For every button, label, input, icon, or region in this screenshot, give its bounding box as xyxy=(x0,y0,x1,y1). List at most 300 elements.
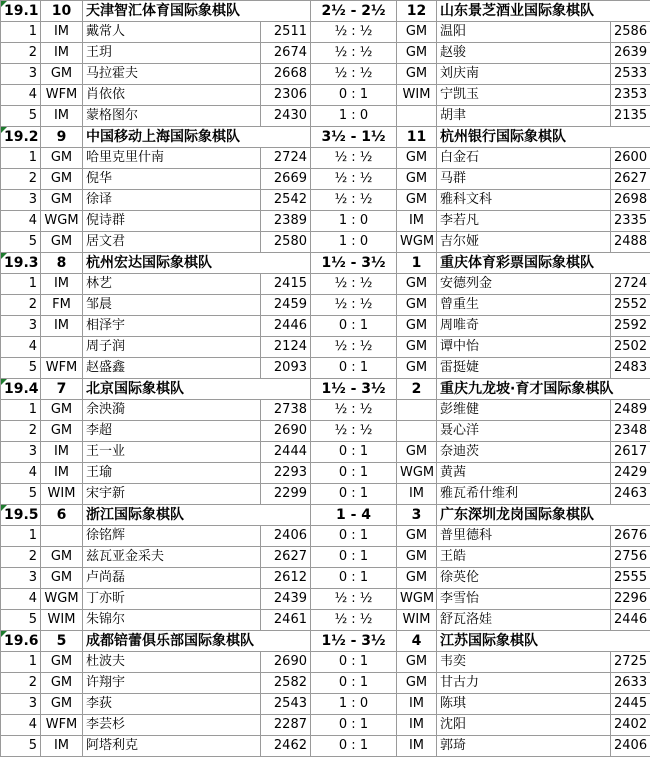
away-player-rating: 2348 xyxy=(611,421,650,442)
away-player-name: 彭维健 xyxy=(437,400,611,421)
home-player-rating: 2511 xyxy=(261,22,311,43)
away-player-name: 赵骏 xyxy=(437,43,611,64)
home-player-title: WFM xyxy=(41,715,83,736)
away-player-name: 白金石 xyxy=(437,148,611,169)
home-player-title: GM xyxy=(41,64,83,85)
home-team-name: 杭州宏达国际象棋队 xyxy=(83,253,311,274)
away-player-title: GM xyxy=(397,190,437,211)
home-player-title: IM xyxy=(41,442,83,463)
home-player-name: 肖依依 xyxy=(83,85,261,106)
away-player-title: WGM xyxy=(397,232,437,253)
board-number: 5 xyxy=(1,484,41,505)
match-score: 1 - 4 xyxy=(311,505,397,526)
home-player-rating: 2582 xyxy=(261,673,311,694)
away-player-title: IM xyxy=(397,694,437,715)
away-player-title: GM xyxy=(397,526,437,547)
away-player-rating: 2483 xyxy=(611,358,650,379)
board-row xyxy=(1,526,650,547)
home-player-name: 相泽宇 xyxy=(83,316,261,337)
home-player-name: 徐译 xyxy=(83,190,261,211)
game-result: ½ : ½ xyxy=(311,400,397,421)
game-result: 0 : 1 xyxy=(311,358,397,379)
board-number: 1 xyxy=(1,526,41,547)
home-player-title: GM xyxy=(41,148,83,169)
away-team-name: 重庆九龙坡·育才国际象棋队 xyxy=(437,379,650,400)
board-row xyxy=(1,190,650,211)
home-player-title: IM xyxy=(41,274,83,295)
away-player-title: IM xyxy=(397,715,437,736)
board-number: 1 xyxy=(1,400,41,421)
board-number: 3 xyxy=(1,316,41,337)
away-player-title: GM xyxy=(397,316,437,337)
away-team-name: 重庆体育彩票国际象棋队 xyxy=(437,253,650,274)
home-player-name: 王瑜 xyxy=(83,463,261,484)
board-row xyxy=(1,22,650,43)
away-team-name: 江苏国际象棋队 xyxy=(437,631,650,652)
away-player-name: 徐英伦 xyxy=(437,568,611,589)
home-player-name: 倪诗群 xyxy=(83,211,261,232)
board-number: 1 xyxy=(1,652,41,673)
away-player-name: 沈阳 xyxy=(437,715,611,736)
round-number: 19.3 xyxy=(1,253,41,274)
away-player-title: WIM xyxy=(397,610,437,631)
away-player-rating: 2429 xyxy=(611,463,650,484)
home-player-rating: 2415 xyxy=(261,274,311,295)
home-player-title: WGM xyxy=(41,589,83,610)
home-player-rating: 2724 xyxy=(261,148,311,169)
board-row xyxy=(1,694,650,715)
away-player-title: GM xyxy=(397,568,437,589)
away-player-title: IM xyxy=(397,211,437,232)
board-row xyxy=(1,64,650,85)
board-number: 2 xyxy=(1,421,41,442)
game-result: 0 : 1 xyxy=(311,715,397,736)
away-player-name: 黄茜 xyxy=(437,463,611,484)
match-header-row xyxy=(1,505,650,526)
away-player-rating: 2446 xyxy=(611,610,650,631)
board-row xyxy=(1,148,650,169)
away-player-title: WIM xyxy=(397,85,437,106)
game-result: 0 : 1 xyxy=(311,568,397,589)
home-player-rating: 2690 xyxy=(261,652,311,673)
home-player-title: WIM xyxy=(41,484,83,505)
board-number: 4 xyxy=(1,85,41,106)
board-row xyxy=(1,673,650,694)
game-result: ½ : ½ xyxy=(311,148,397,169)
home-team-name: 北京国际象棋队 xyxy=(83,379,311,400)
home-player-name: 李荻 xyxy=(83,694,261,715)
away-player-rating: 2600 xyxy=(611,148,650,169)
away-player-name: 陈琪 xyxy=(437,694,611,715)
game-result: 0 : 1 xyxy=(311,85,397,106)
away-player-rating: 2676 xyxy=(611,526,650,547)
away-player-name: 雅瓦希什维利 xyxy=(437,484,611,505)
board-number: 1 xyxy=(1,148,41,169)
away-player-title: GM xyxy=(397,148,437,169)
board-row xyxy=(1,169,650,190)
board-row xyxy=(1,736,650,757)
away-player-rating: 2296 xyxy=(611,589,650,610)
home-player-name: 王一业 xyxy=(83,442,261,463)
match-score: 1½ - 3½ xyxy=(311,631,397,652)
game-result: 0 : 1 xyxy=(311,673,397,694)
away-player-title xyxy=(397,421,437,442)
home-player-rating: 2461 xyxy=(261,610,311,631)
home-player-name: 林艺 xyxy=(83,274,261,295)
board-number: 4 xyxy=(1,589,41,610)
match-score: 1½ - 3½ xyxy=(311,253,397,274)
away-player-name: 胡聿 xyxy=(437,106,611,127)
game-result: 0 : 1 xyxy=(311,526,397,547)
away-player-rating: 2445 xyxy=(611,694,650,715)
away-player-rating: 2533 xyxy=(611,64,650,85)
away-player-rating: 2555 xyxy=(611,568,650,589)
board-row xyxy=(1,610,650,631)
away-player-rating: 2633 xyxy=(611,673,650,694)
game-result: ½ : ½ xyxy=(311,43,397,64)
board-number: 3 xyxy=(1,568,41,589)
home-player-rating: 2612 xyxy=(261,568,311,589)
board-number: 4 xyxy=(1,337,41,358)
board-number: 5 xyxy=(1,610,41,631)
match-header-row xyxy=(1,379,650,400)
home-player-rating: 2406 xyxy=(261,526,311,547)
home-player-rating: 2668 xyxy=(261,64,311,85)
home-player-rating: 2669 xyxy=(261,169,311,190)
match-header-row xyxy=(1,127,650,148)
away-team-name: 山东景芝酒业国际象棋队 xyxy=(437,1,650,22)
board-row xyxy=(1,337,650,358)
match-header-row xyxy=(1,1,650,22)
home-team-number: 9 xyxy=(41,127,83,148)
match-score: 2½ - 2½ xyxy=(311,1,397,22)
game-result: ½ : ½ xyxy=(311,295,397,316)
home-player-title: GM xyxy=(41,568,83,589)
board-row xyxy=(1,43,650,64)
away-player-title: GM xyxy=(397,274,437,295)
away-player-rating: 2353 xyxy=(611,85,650,106)
board-number: 3 xyxy=(1,442,41,463)
away-player-rating: 2639 xyxy=(611,43,650,64)
results-body xyxy=(1,1,650,757)
game-result: ½ : ½ xyxy=(311,589,397,610)
away-player-name: 舒瓦洛娃 xyxy=(437,610,611,631)
round-number: 19.2 xyxy=(1,127,41,148)
game-result: ½ : ½ xyxy=(311,274,397,295)
home-player-title: GM xyxy=(41,190,83,211)
game-result: 0 : 1 xyxy=(311,547,397,568)
game-result: 0 : 1 xyxy=(311,463,397,484)
board-row xyxy=(1,715,650,736)
away-player-title: GM xyxy=(397,295,437,316)
home-player-name: 杜波夫 xyxy=(83,652,261,673)
home-player-title: WFM xyxy=(41,85,83,106)
away-player-rating: 2402 xyxy=(611,715,650,736)
board-row xyxy=(1,652,650,673)
board-row xyxy=(1,295,650,316)
away-player-name: 安德列金 xyxy=(437,274,611,295)
match-score: 3½ - 1½ xyxy=(311,127,397,148)
home-player-rating: 2462 xyxy=(261,736,311,757)
home-player-rating: 2627 xyxy=(261,547,311,568)
home-player-name: 哈里克里什南 xyxy=(83,148,261,169)
home-player-rating: 2459 xyxy=(261,295,311,316)
game-result: 0 : 1 xyxy=(311,442,397,463)
away-player-title: WGM xyxy=(397,589,437,610)
away-player-name: 雷挺婕 xyxy=(437,358,611,379)
home-player-name: 王玥 xyxy=(83,43,261,64)
round-number: 19.6 xyxy=(1,631,41,652)
home-player-name: 卢尚磊 xyxy=(83,568,261,589)
away-player-title: GM xyxy=(397,169,437,190)
away-player-title: GM xyxy=(397,22,437,43)
home-team-number: 5 xyxy=(41,631,83,652)
away-player-name: 周唯奇 xyxy=(437,316,611,337)
away-player-name: 聂心洋 xyxy=(437,421,611,442)
board-number: 3 xyxy=(1,694,41,715)
round-number: 19.1 xyxy=(1,1,41,22)
away-team-number: 3 xyxy=(397,505,437,526)
board-number: 2 xyxy=(1,673,41,694)
board-number: 5 xyxy=(1,736,41,757)
home-player-title xyxy=(41,526,83,547)
game-result: 1 : 0 xyxy=(311,106,397,127)
home-player-title: WIM xyxy=(41,610,83,631)
home-player-rating: 2580 xyxy=(261,232,311,253)
board-row xyxy=(1,358,650,379)
match-header-row xyxy=(1,631,650,652)
away-player-rating: 2617 xyxy=(611,442,650,463)
away-player-name: 雅科文科 xyxy=(437,190,611,211)
round-number: 19.5 xyxy=(1,505,41,526)
board-number: 4 xyxy=(1,463,41,484)
board-row xyxy=(1,400,650,421)
board-number: 2 xyxy=(1,547,41,568)
home-player-rating: 2446 xyxy=(261,316,311,337)
game-result: 0 : 1 xyxy=(311,484,397,505)
away-player-title: IM xyxy=(397,736,437,757)
away-player-rating: 2724 xyxy=(611,274,650,295)
game-result: 1 : 0 xyxy=(311,232,397,253)
away-player-name: 李若凡 xyxy=(437,211,611,232)
home-player-name: 倪华 xyxy=(83,169,261,190)
home-player-title: GM xyxy=(41,673,83,694)
home-player-title: FM xyxy=(41,295,83,316)
home-player-name: 蒙格图尔 xyxy=(83,106,261,127)
away-player-name: 韦奕 xyxy=(437,652,611,673)
home-player-rating: 2738 xyxy=(261,400,311,421)
away-player-title: GM xyxy=(397,43,437,64)
home-player-name: 徐铭辉 xyxy=(83,526,261,547)
home-player-title: IM xyxy=(41,43,83,64)
away-player-name: 奈迪茨 xyxy=(437,442,611,463)
game-result: 0 : 1 xyxy=(311,736,397,757)
home-player-name: 宋宇新 xyxy=(83,484,261,505)
home-player-title: GM xyxy=(41,169,83,190)
away-player-rating: 2463 xyxy=(611,484,650,505)
board-row xyxy=(1,211,650,232)
home-player-title xyxy=(41,337,83,358)
match-score: 1½ - 3½ xyxy=(311,379,397,400)
away-player-title: GM xyxy=(397,547,437,568)
game-result: ½ : ½ xyxy=(311,421,397,442)
home-team-number: 8 xyxy=(41,253,83,274)
away-player-rating: 2756 xyxy=(611,547,650,568)
home-player-rating: 2439 xyxy=(261,589,311,610)
away-team-name: 广东深圳龙岗国际象棋队 xyxy=(437,505,650,526)
home-player-name: 李超 xyxy=(83,421,261,442)
game-result: ½ : ½ xyxy=(311,22,397,43)
board-row xyxy=(1,547,650,568)
board-row xyxy=(1,568,650,589)
game-result: ½ : ½ xyxy=(311,190,397,211)
round-number: 19.4 xyxy=(1,379,41,400)
board-number: 3 xyxy=(1,190,41,211)
home-player-name: 丁亦昕 xyxy=(83,589,261,610)
away-team-number: 12 xyxy=(397,1,437,22)
away-player-rating: 2489 xyxy=(611,400,650,421)
home-player-title: GM xyxy=(41,547,83,568)
home-player-name: 朱锦尔 xyxy=(83,610,261,631)
away-player-name: 普里德科 xyxy=(437,526,611,547)
away-player-title: GM xyxy=(397,652,437,673)
game-result: 1 : 0 xyxy=(311,211,397,232)
home-player-rating: 2093 xyxy=(261,358,311,379)
board-row xyxy=(1,232,650,253)
game-result: 0 : 1 xyxy=(311,316,397,337)
board-number: 1 xyxy=(1,22,41,43)
away-player-title xyxy=(397,106,437,127)
board-number: 4 xyxy=(1,715,41,736)
board-row xyxy=(1,85,650,106)
board-number: 2 xyxy=(1,43,41,64)
board-number: 2 xyxy=(1,295,41,316)
board-row xyxy=(1,463,650,484)
away-player-name: 王皓 xyxy=(437,547,611,568)
away-team-number: 1 xyxy=(397,253,437,274)
home-team-name: 浙江国际象棋队 xyxy=(83,505,311,526)
board-row xyxy=(1,106,650,127)
away-player-name: 甘古力 xyxy=(437,673,611,694)
board-number: 2 xyxy=(1,169,41,190)
home-player-rating: 2306 xyxy=(261,85,311,106)
home-player-title: IM xyxy=(41,316,83,337)
home-player-title: GM xyxy=(41,232,83,253)
away-player-name: 刘庆南 xyxy=(437,64,611,85)
board-number: 5 xyxy=(1,358,41,379)
away-player-rating: 2552 xyxy=(611,295,650,316)
home-player-name: 居文君 xyxy=(83,232,261,253)
home-player-title: WGM xyxy=(41,211,83,232)
away-player-title: GM xyxy=(397,442,437,463)
home-player-name: 马拉霍夫 xyxy=(83,64,261,85)
home-player-title: IM xyxy=(41,736,83,757)
board-row xyxy=(1,421,650,442)
board-number: 4 xyxy=(1,211,41,232)
home-player-rating: 2444 xyxy=(261,442,311,463)
board-row xyxy=(1,589,650,610)
home-player-name: 邹晨 xyxy=(83,295,261,316)
away-player-rating: 2627 xyxy=(611,169,650,190)
board-row xyxy=(1,274,650,295)
game-result: 0 : 1 xyxy=(311,652,397,673)
away-team-number: 4 xyxy=(397,631,437,652)
board-row xyxy=(1,442,650,463)
away-player-rating: 2502 xyxy=(611,337,650,358)
game-result: ½ : ½ xyxy=(311,169,397,190)
home-player-title: GM xyxy=(41,652,83,673)
board-number: 3 xyxy=(1,64,41,85)
away-player-rating: 2698 xyxy=(611,190,650,211)
home-player-rating: 2543 xyxy=(261,694,311,715)
away-player-name: 吉尔娅 xyxy=(437,232,611,253)
home-player-name: 赵盛鑫 xyxy=(83,358,261,379)
away-player-title: IM xyxy=(397,484,437,505)
home-team-number: 6 xyxy=(41,505,83,526)
home-player-rating: 2542 xyxy=(261,190,311,211)
away-player-rating: 2592 xyxy=(611,316,650,337)
home-team-name: 中国移动上海国际象棋队 xyxy=(83,127,311,148)
home-player-rating: 2299 xyxy=(261,484,311,505)
board-number: 5 xyxy=(1,106,41,127)
away-player-title: GM xyxy=(397,337,437,358)
board-row xyxy=(1,316,650,337)
away-team-number: 11 xyxy=(397,127,437,148)
home-player-rating: 2389 xyxy=(261,211,311,232)
away-player-title: GM xyxy=(397,64,437,85)
home-player-title: WFM xyxy=(41,358,83,379)
away-player-rating: 2335 xyxy=(611,211,650,232)
game-result: ½ : ½ xyxy=(311,610,397,631)
away-player-name: 马群 xyxy=(437,169,611,190)
game-result: 1 : 0 xyxy=(311,694,397,715)
board-number: 5 xyxy=(1,232,41,253)
home-player-rating: 2690 xyxy=(261,421,311,442)
home-player-title: GM xyxy=(41,400,83,421)
away-team-name: 杭州银行国际象棋队 xyxy=(437,127,650,148)
home-player-name: 李芸杉 xyxy=(83,715,261,736)
away-player-name: 郭琦 xyxy=(437,736,611,757)
away-player-title: GM xyxy=(397,358,437,379)
away-player-rating: 2406 xyxy=(611,736,650,757)
away-player-rating: 2135 xyxy=(611,106,650,127)
away-player-title: WGM xyxy=(397,463,437,484)
home-player-name: 阿塔利克 xyxy=(83,736,261,757)
home-player-name: 周子润 xyxy=(83,337,261,358)
home-player-title: IM xyxy=(41,463,83,484)
home-player-name: 余泱漪 xyxy=(83,400,261,421)
home-player-name: 戴常人 xyxy=(83,22,261,43)
home-team-number: 10 xyxy=(41,1,83,22)
board-row xyxy=(1,484,650,505)
home-team-number: 7 xyxy=(41,379,83,400)
away-player-name: 谭中怡 xyxy=(437,337,611,358)
game-result: ½ : ½ xyxy=(311,337,397,358)
home-player-rating: 2287 xyxy=(261,715,311,736)
away-team-number: 2 xyxy=(397,379,437,400)
home-player-name: 兹瓦亚金采夫 xyxy=(83,547,261,568)
board-number: 1 xyxy=(1,274,41,295)
away-player-name: 温阳 xyxy=(437,22,611,43)
home-team-name: 天津智汇体育国际象棋队 xyxy=(83,1,311,22)
home-player-name: 许翔宇 xyxy=(83,673,261,694)
away-player-rating: 2488 xyxy=(611,232,650,253)
away-player-name: 曾重生 xyxy=(437,295,611,316)
home-player-rating: 2430 xyxy=(261,106,311,127)
away-player-rating: 2586 xyxy=(611,22,650,43)
game-result: ½ : ½ xyxy=(311,64,397,85)
away-player-title xyxy=(397,400,437,421)
